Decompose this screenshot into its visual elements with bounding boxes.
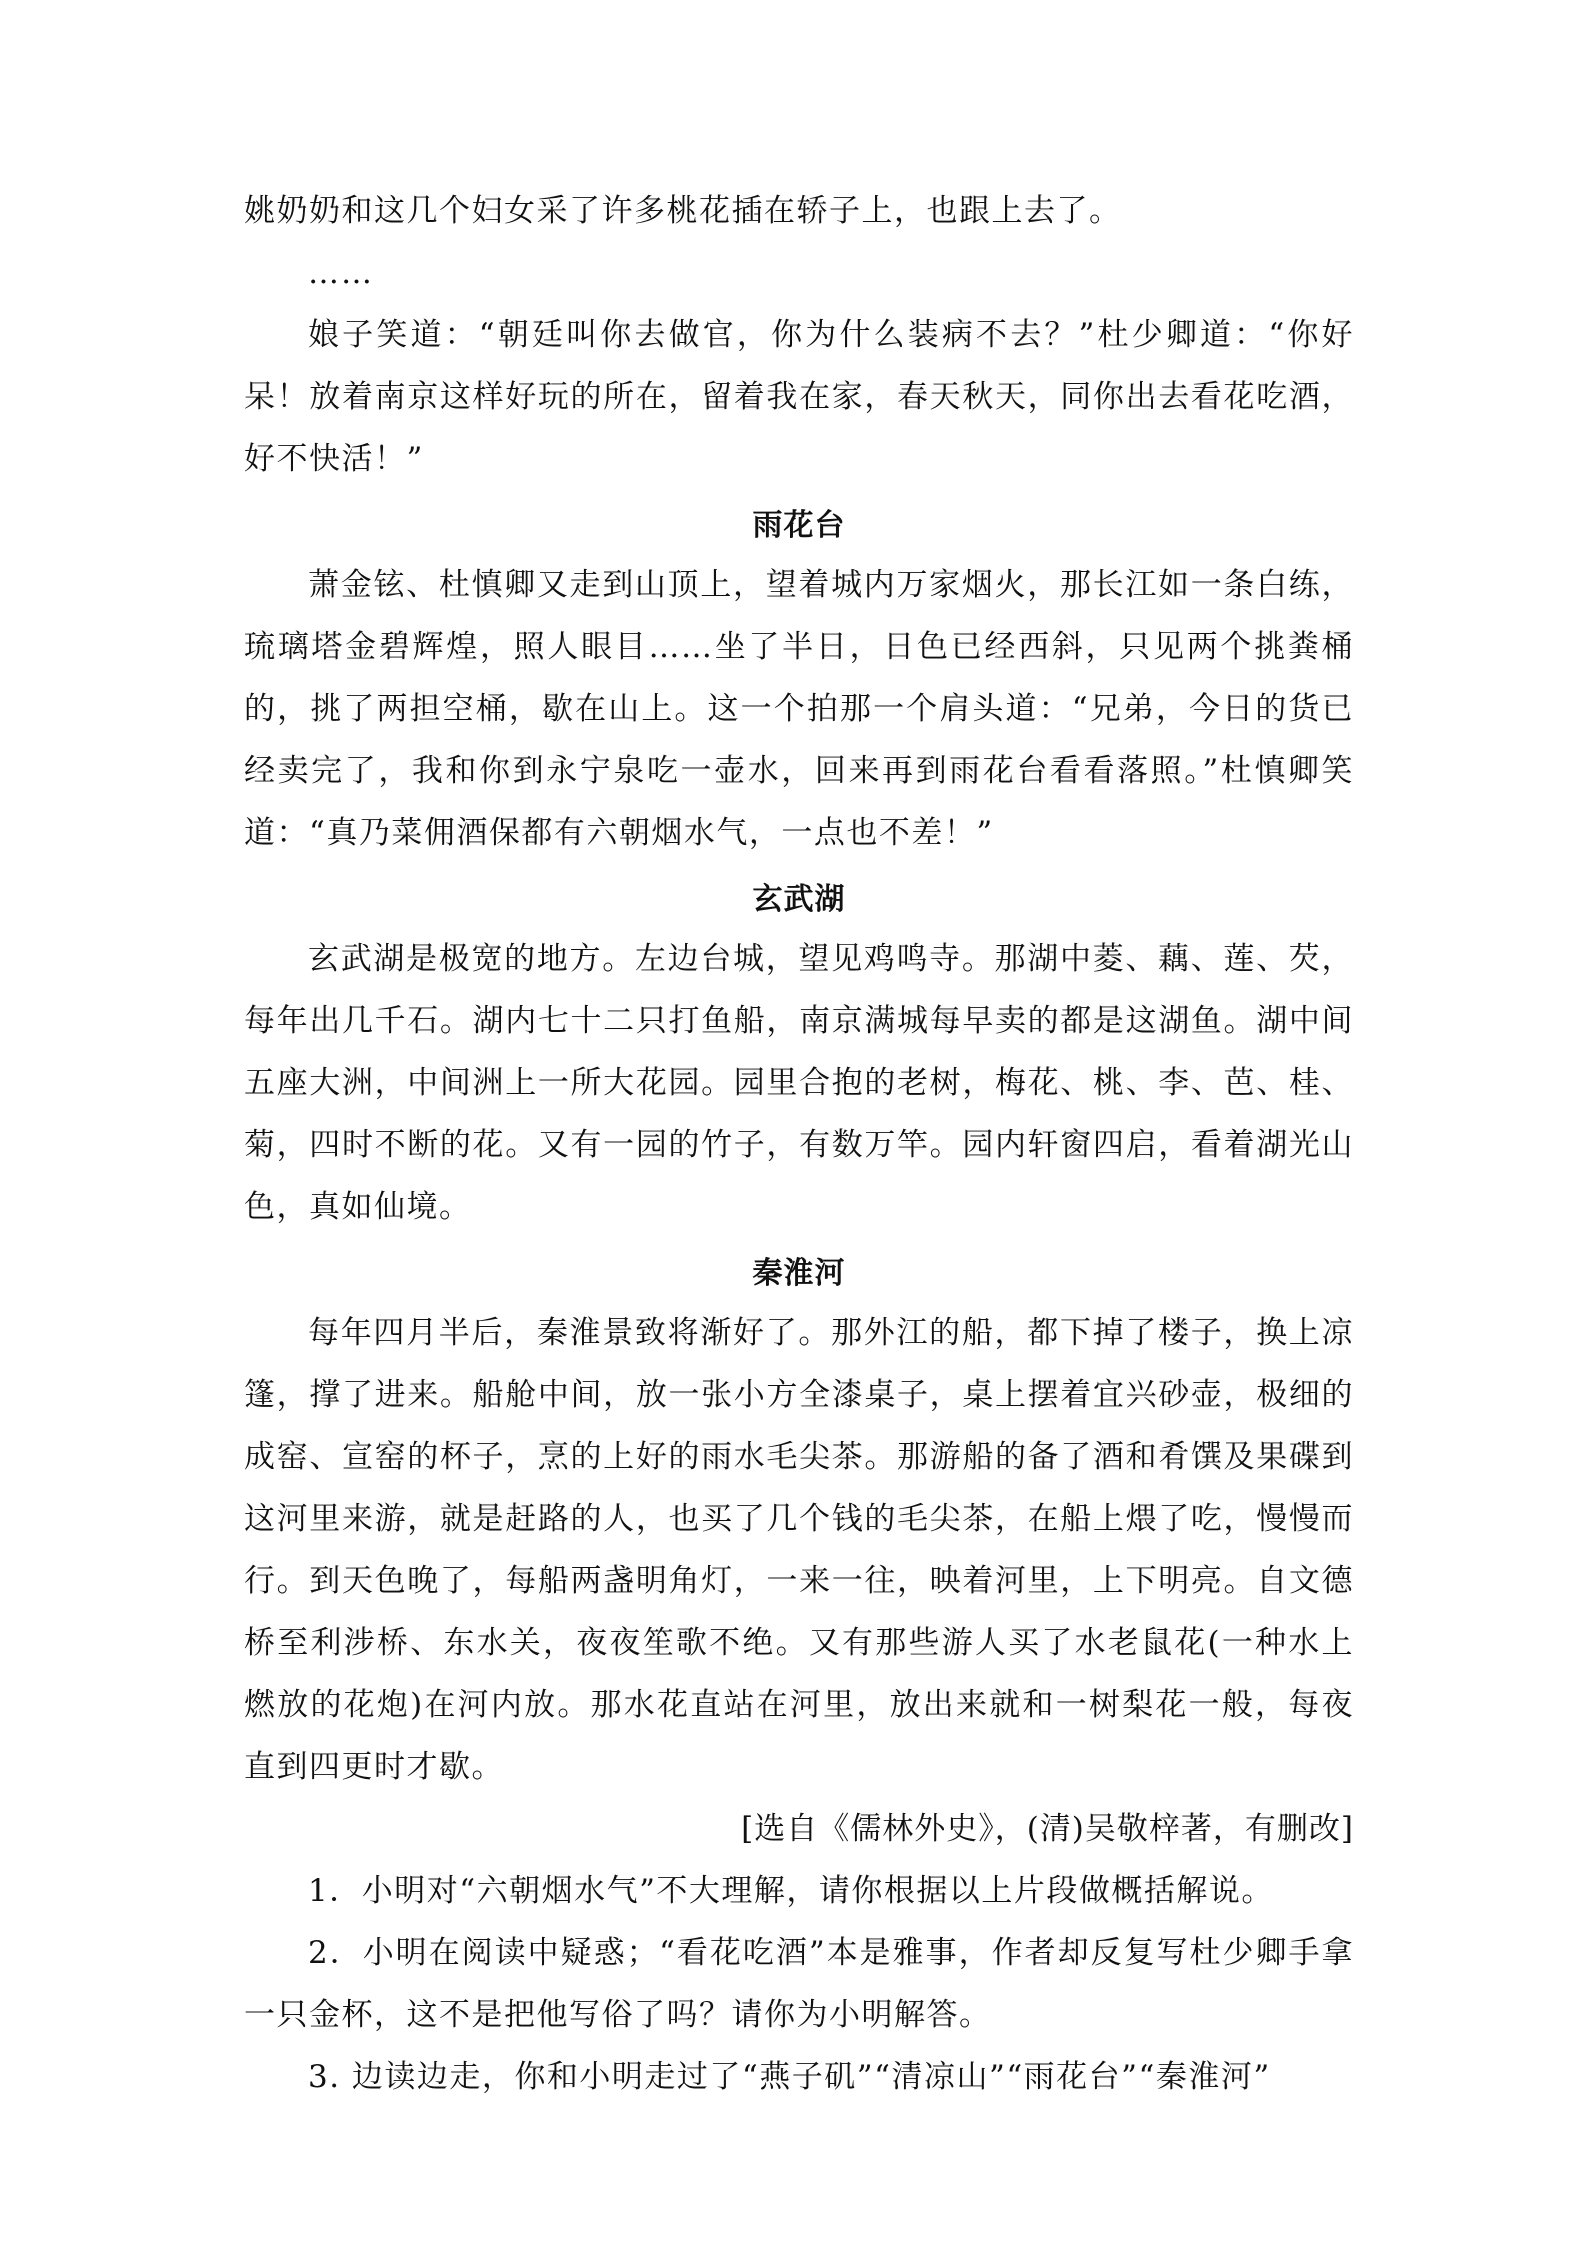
intro-paragraph: 娘子笑道：“朝廷叫你去做官，你为什么装病不去？”杜少卿道：“你好呆！放着南京这样好玩的所在，留着我在家，春天秋天，同你出去看花吃酒，好不快活！” [244, 317, 1354, 477]
intro-line: 姚奶奶和这几个妇女采了许多桃花插在轿子上，也跟上去了。 [244, 193, 1122, 229]
question-3: 3. 边读边走，你和小明走过了“燕子矶”“清凉山”“雨花台”“秦淮河” [308, 2059, 1271, 2095]
question-1: 1．小明对“六朝烟水气”不大理解，请你根据以上片段做概括解说。 [308, 1873, 1274, 1909]
section-text-xuanwuhu: 玄武湖是极宽的地方。左边台城，望见鸡鸣寺。那湖中菱、藕、莲、芡，每年出几千石。湖内七十二只打鱼船，南京满城每早卖的都是这湖鱼。湖中间五座大洲，中间洲上一所大花园。园里合抱的老树，梅花、桃、李、芭、桂、菊，四时不断的花。又有一园的竹子，有数万竿。园内轩窗四启，看着湖光山色，真如仙境。 [244, 941, 1354, 1225]
section-title-yuhuatai: 雨花台 [752, 508, 846, 543]
section-title-qinhuaihe: 秦淮河 [752, 1256, 846, 1291]
section-text-yuhuatai: 萧金铉、杜慎卿又走到山顶上，望着城内万家烟火，那长江如一条白练，琉璃塔金碧辉煌，照人眼目……坐了半日，日色已经西斜，只见两个挑粪桶的，挑了两担空桶，歇在山上。这一个拍那一个肩头道：“兄弟，今日的货已经卖完了，我和你到永宁泉吃一壶水，回来再到雨花台看看落照。”杜慎卿笑道：“真乃菜佣酒保都有六朝烟水气，一点也不差！” [244, 567, 1354, 851]
question-2: 2．小明在阅读中疑惑；“看花吃酒”本是雅事，作者却反复写杜少卿手拿一只金杯，这不是把他写俗了吗？请你为小明解答。 [244, 1935, 1354, 2033]
section-title-xuanwuhu: 玄武湖 [752, 882, 846, 917]
section-text-qinhuaihe: 每年四月半后，秦淮景致将渐好了。那外江的船，都下掉了楼子，换上凉篷，撑了进来。船舱中间，放一张小方全漆桌子，桌上摆着宜兴砂壶，极细的成窑、宣窑的杯子，烹的上好的雨水毛尖茶。那游船的备了酒和肴馔及果碟到这河里来游，就是赶路的人，也买了几个钱的毛尖茶，在船上煨了吃，慢慢而行。到天色晚了，每船两盏明角灯，一来一往，映着河里，上下明亮。自文德桥至利涉桥、东水关，夜夜笙歌不绝。又有那些游人买了水老鼠花(一种水上燃放的花炮)在河内放。那水花直站在河里，放出来就和一树梨花一般，每夜直到四更时才歇。 [244, 1315, 1354, 1785]
source-citation: [选自《儒林外史》，(清)吴敬梓著，有删改] [741, 1811, 1354, 1847]
document-page [244, 180, 1354, 2108]
ellipsis: …… [308, 255, 374, 291]
